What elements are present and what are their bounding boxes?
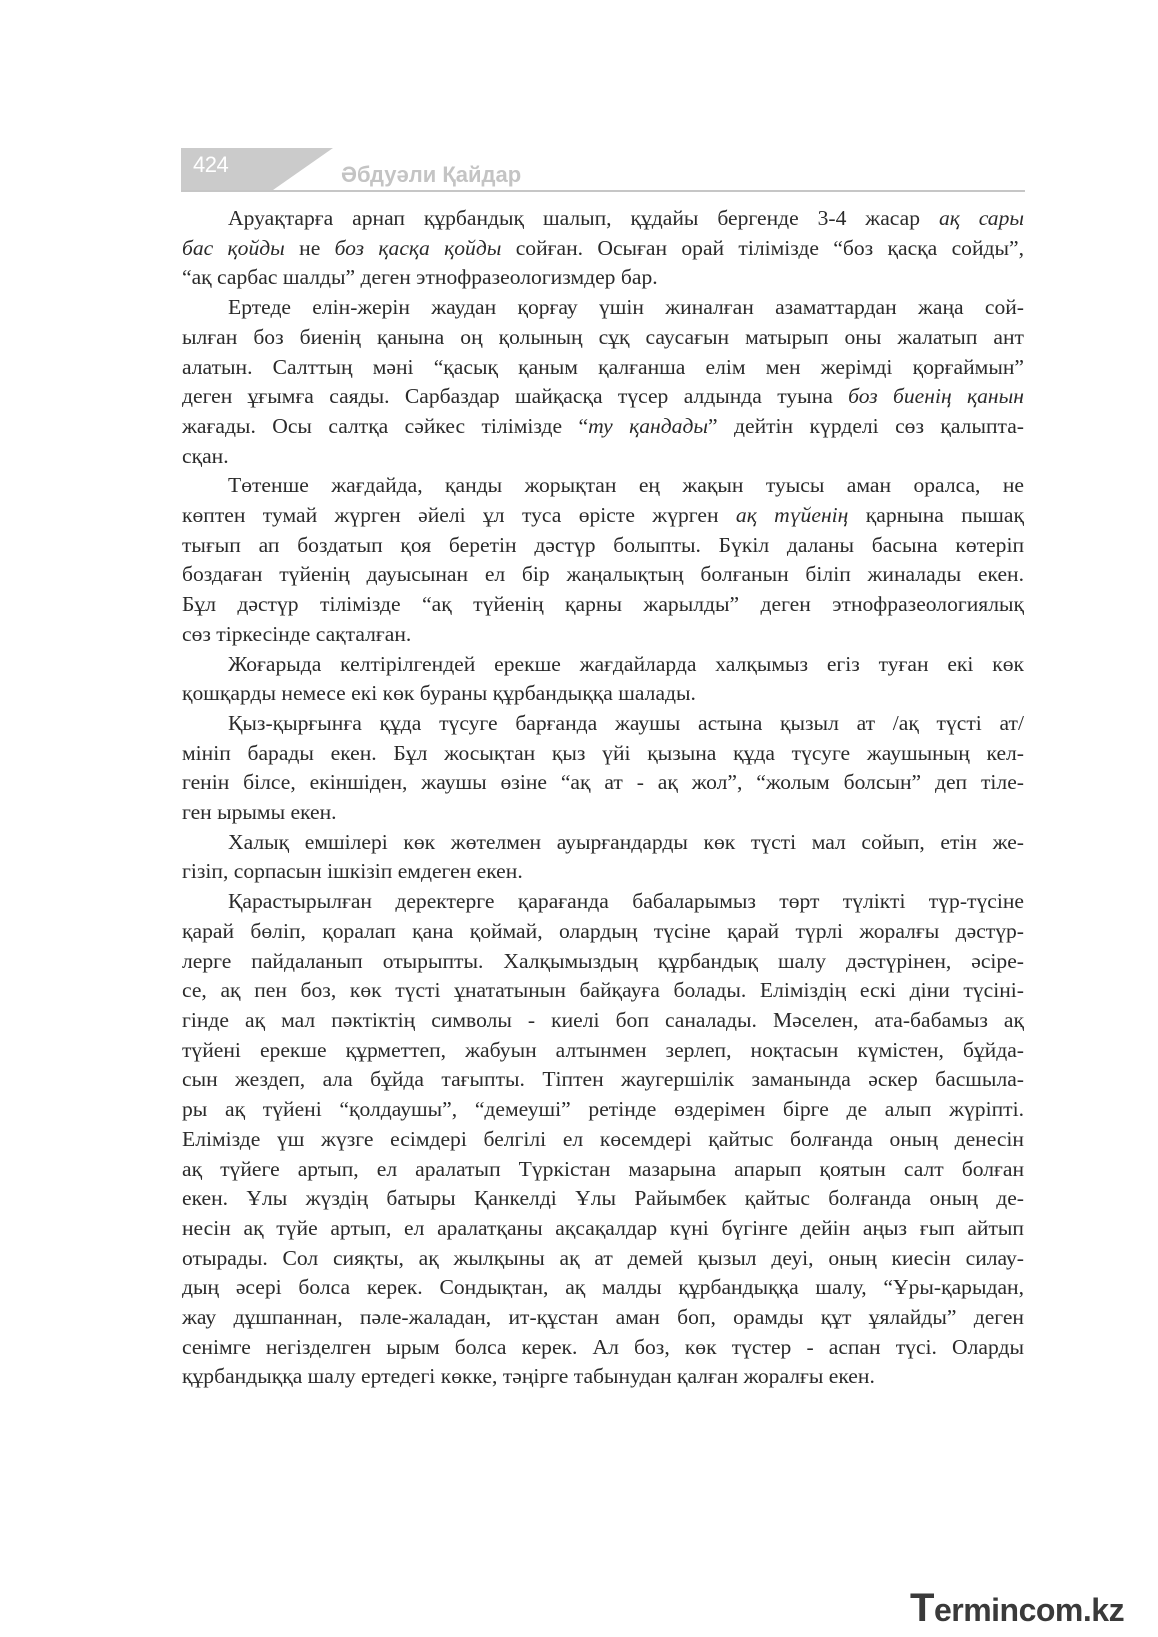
text-run: құрбандыққа шалу ертедегі көкке, тәңірге табынудан қалған жоралғы екен. [182,1364,875,1389]
text-run: “ақ сарбас шалды” деген этнофразеологизмдер бар. [182,265,658,290]
text-line [182,828,1024,858]
site-watermark [910,1586,1124,1631]
text-run: ры ақ түйені “қолдаушы”, “демеуші” ретінде өздерімен бірге де алып жүріпті. [182,1097,1024,1122]
text-line [182,650,1024,680]
text-run: деген ұғымға саяды. Сарбаздар шайқасқа түсер алдында туына [182,384,849,409]
text-line [182,1095,1024,1125]
text-run: Елімізде үш жүзге есімдері белгілі ел көсемдері қайтыс болғанда оның денесін [182,1126,1024,1151]
italic-term: боз биенің қанын [848,384,1024,409]
text-run: Бұл дәстүр тілімізде “ақ түйенің қарны жарылды” деген этнофразеологиялық [182,592,1024,617]
text-run: Қыз-қырғынға құда түсуге барғанда жаушы астына қызыл ат /ақ түсті ат/ [228,710,1024,735]
text-line [182,1065,1024,1095]
italic-term: боз қасқа қойды [334,235,502,260]
text-line [182,1214,1024,1244]
italic-term: ақ сары [938,206,1025,230]
italic-term: бас қойды [182,235,285,260]
text-run: не [284,235,335,260]
text-run: сенімге негізделген ырым болса керек. Ал боз, көк түстер - аспан түсі. Оларды [182,1334,1024,1359]
header-rule [181,190,1025,192]
text-line [182,263,1024,293]
text-line [182,1125,1024,1155]
text-line [182,857,1024,887]
text-line [182,353,1024,383]
text-run: ақ түйеге артып, ел аралатып Түркістан мазарына апарып қоятын салт болған [182,1156,1024,1181]
text-run: жағады. Осы салтқа сәйкес тілімізде “ [182,413,589,438]
italic-term: ақ түйенің [735,503,849,528]
text-line [182,1362,1024,1392]
text-line [182,887,1024,917]
text-run: несін ақ түйе артып, ел аралатқаны ақсақалдар күні бүгінге дейін аңыз ғып айтып [182,1215,1024,1240]
text-run: тығып ап боздатып қоя беретін дәстүр болыпты. Бүкіл даланы басына көтеріп [182,532,1024,557]
text-run: гінде ақ мал пәктіктің символы - киелі боп саналады. Мәселен, ата-бабамыз ақ [182,1007,1024,1032]
text-line [182,709,1024,739]
text-run: алатын. Салттың мәні “қасық қаным қалғанша елім мен жерімді қорғаймын” [182,354,1024,379]
text-line [182,590,1024,620]
text-run: дың әсері болса керек. Сондықтан, ақ малды құрбандыққа шалу, “Ұры-қарыдан, [182,1275,1024,1300]
text-run: боздаған түйенің дауысынан ел бір жаңалықтың болғанын біліп жиналады екен. [182,562,1024,587]
text-line [182,620,1024,650]
text-line [182,976,1024,1006]
page-number: 424 [193,152,229,177]
text-line [182,768,1024,798]
text-run: Жоғарыда келтірілгендей ерекше жағдайларда халқымыз егіз туған екі көк [228,651,1024,676]
text-line [182,947,1024,977]
text-run: екен. Ұлы жүздің батыры Қанкелді Ұлы Райымбек қайтыс болғанда оның де- [182,1186,1024,1211]
text-run: көптен тумай жүрген әйелі ұл туса өрісте жүрген [182,503,736,528]
text-line [182,531,1024,561]
text-line [182,917,1024,947]
text-run: Халық емшілері көк жөтелмен ауырғандарды көк түсті мал сойып, етін же- [228,829,1024,854]
text-line [182,739,1024,769]
text-run: қошқарды немесе екі көк бураны құрбандыққа шалады. [182,681,696,706]
page-number-tab [181,148,273,190]
text-run: мініп барады екен. Бұл жосықтан қыз үйі қызына құда түсуге жаушының кел- [182,740,1024,765]
text-run: отырады. Сол сияқты, ақ жылқыны ақ ат демей қызыл деуі, оның киесін силау- [182,1245,1024,1270]
text-run: қарай бөліп, қоралап қана қоймай, олардың түсіне қарай түрлі жоралғы дәстүр- [182,918,1024,943]
text-run: гізіп, сорпасын ішкізіп емдеген екен. [182,859,523,884]
text-run: генін білсе, екіншіден, жаушы өзіне “ақ ат - ақ жол”, “жолым болсын” деп тіле- [182,770,1024,795]
text-line [182,1303,1024,1333]
text-line [182,382,1024,412]
text-run: ген ырымы екен. [182,800,337,825]
text-run: Қарастырылған деректерге қарағанда бабаларымыз төрт түлікті түр-түсіне [228,889,1024,914]
text-line [182,1036,1024,1066]
text-run: Ертеде елін-жерін жаудан қорғау үшін жиналған азаматтардан жаңа сой- [228,295,1024,320]
text-line [182,442,1024,472]
text-run: Төтенше жағдайда, қанды жорықтан ең жақын туысы аман оралса, не [228,473,1024,498]
text-run: лерге пайдаланып отырыпты. Халқымыздың құрбандық шалу дәстүрінен, әсіре- [182,948,1024,973]
text-run: сын жездеп, ала бұйда тағыпты. Тіптен жаугершілік заманында әскер басшыла- [182,1067,1024,1092]
text-run: ” дейтін күрделі сөз қалыпта- [708,413,1024,438]
text-line [182,560,1024,590]
text-line [182,1333,1024,1363]
text-run: Аруақтарға арнап құрбандық шалып, құдайы бергенде 3-4 жасар [228,206,939,230]
header-tab-slope [273,148,333,190]
text-line [182,234,1024,264]
text-run: жау дұшпаннан, пәле-жаладан, ит-құстан аман боп, орамды құт ұялайды” деген [182,1305,1024,1330]
italic-term: ту қандады [588,413,708,438]
text-line [182,1006,1024,1036]
running-head-author: Әбдуәли Қайдар [341,162,522,187]
text-line [182,679,1024,709]
text-line [182,1244,1024,1274]
text-line [182,204,1024,234]
text-line [182,412,1024,442]
watermark-initial: T [910,1586,934,1630]
text-line [182,1184,1024,1214]
text-line [182,471,1024,501]
text-line [182,1273,1024,1303]
text-run: ылған боз биенің қанына оң қолының сұқ саусағын матырып оны жалатып ант [182,324,1024,349]
text-line [182,323,1024,353]
text-run: сқан. [182,443,229,468]
watermark-text: ermincom.kz [933,1592,1125,1628]
text-run: сойған. Осыған орай тілімізде “боз қасқа сойды”, [501,235,1024,260]
text-run: сөз тіркесінде сақталған. [182,621,412,646]
text-line [182,798,1024,828]
text-run: қарнына пышақ [848,503,1024,528]
text-line [182,501,1024,531]
page-header [181,148,1025,194]
text-line [182,1155,1024,1185]
text-line [182,293,1024,323]
text-run: түйені ерекше құрметтеп, жабуын алтынмен зерлеп, ноқтасын күмістен, бұйда- [182,1037,1024,1062]
body-text [182,204,1024,1392]
text-run: се, ақ пен боз, көк түсті ұнататынын байқауға болады. Еліміздің ескі діни түсіні- [182,978,1024,1003]
